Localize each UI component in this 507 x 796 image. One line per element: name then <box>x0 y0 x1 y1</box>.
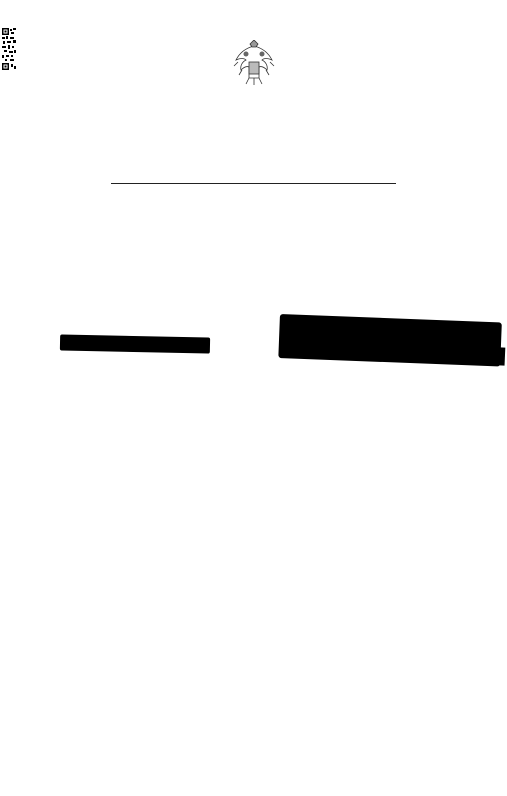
coat-of-arms-icon <box>232 40 276 86</box>
header-divider <box>111 183 396 184</box>
qr-code <box>2 28 16 70</box>
redaction-bar <box>60 334 210 353</box>
